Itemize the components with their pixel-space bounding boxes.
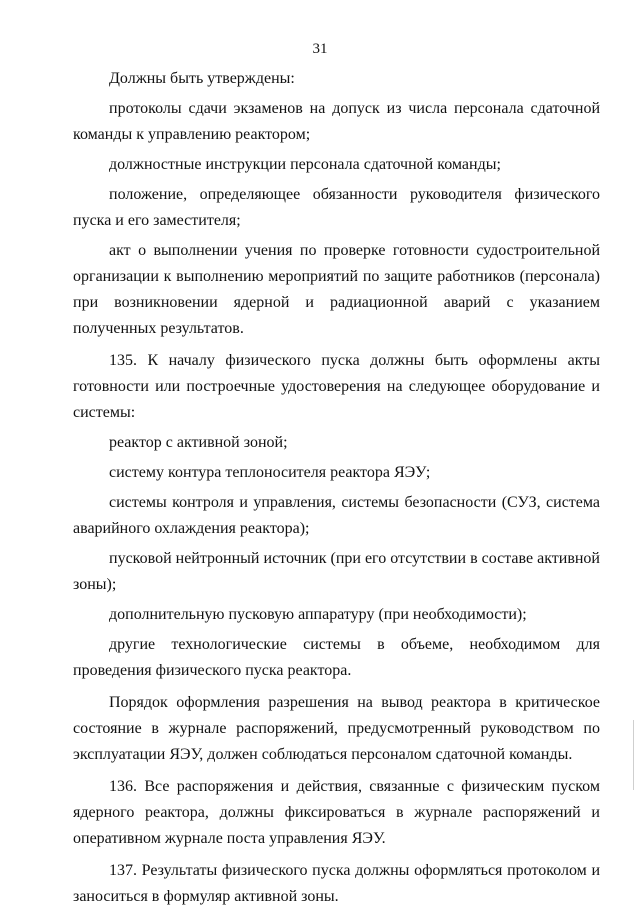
paragraph-neutron-source: пусковой нейтронный источник (при его отсутствии в составе активной зоны); (73, 550, 600, 593)
paragraph-job-instructions: должностные инструкции персонала сдаточной команды; (109, 156, 501, 173)
paragraph-item-136: 136. Все распоряжения и действия, связанные с физическим пуском ядерного реактора, должны фиксироваться в журнале распоряжений и оперативном журнале поста управления ЯЭУ. (73, 778, 600, 847)
paragraph-critical-state-order: Порядок оформления разрешения на вывод реактора в критическое состояние в журнале распоряжений, предусмотренный руководством по эксплуатации ЯЭУ, должен соблюдаться персоналом сдаточной команды. (73, 694, 600, 763)
paragraph-supervisor-regulation: положение, определяющее обязанности руководителя физического пуска и его заместителя; (73, 186, 600, 229)
scan-edge-mark (633, 720, 634, 790)
document-body (73, 66, 600, 914)
paragraph-exam-protocols: протоколы сдачи экзаменов на допуск из числа персонала сдаточной команды к управлению реактором; (73, 100, 600, 143)
paragraph-item-137: 137. Результаты физического пуска должны оформляться протоколом и заноситься в формуляр активной зоны. (73, 862, 600, 905)
paragraph-approval-intro: Должны быть утверждены: (109, 70, 295, 87)
paragraph-item-135: 135. К началу физического пуска должны быть оформлены акты готовности или построечные удостоверения на следующее оборудование и системы: (73, 352, 600, 421)
paragraph-reactor-core: реактор с активной зоной; (109, 434, 288, 451)
paragraph-startup-equipment: дополнительную пусковую аппаратуру (при необходимости); (109, 606, 527, 623)
paragraph-other-systems: другие технологические системы в объеме, необходимом для проведения физического пуска реактора. (73, 636, 600, 679)
paragraph-drill-act: акт о выполнении учения по проверке готовности судостроительной организации к выполнению мероприятий по защите работников (персонала) при возникновении ядерной и радиационной аварий с указанием полученных результатов. (73, 242, 600, 337)
paragraph-control-systems: системы контроля и управления, системы безопасности (СУЗ, система аварийного охлаждения реактора); (73, 494, 600, 537)
paragraph-coolant-circuit: систему контура теплоносителя реактора ЯЭУ; (109, 464, 431, 481)
page-number: 31 (312, 41, 328, 57)
